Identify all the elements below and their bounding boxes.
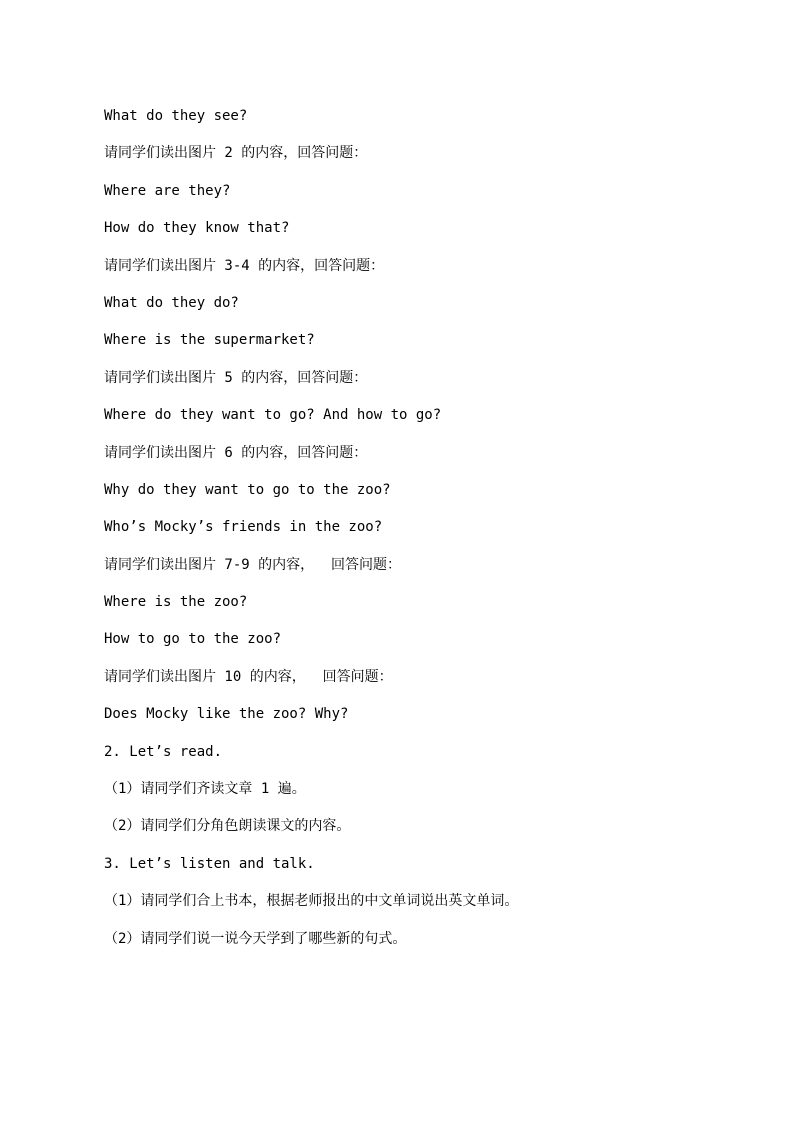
step-item: （2）请同学们说一说今天学到了哪些新的句式。 (104, 930, 407, 947)
question-line: How to go to the zoo? (104, 631, 282, 648)
question-line: What do they see? (104, 108, 248, 124)
section-heading: 2. Let’s read. (104, 743, 223, 760)
question-line: Does Mocky like the zoo? Why? (104, 706, 349, 723)
step-item: （1）请同学们齐读文章 1 遍。 (104, 781, 306, 798)
step-item: （2）请同学们分角色朗读课文的内容。 (104, 818, 351, 835)
instruction-line: 请同学们读出图片 6 的内容，回答问题： (104, 444, 368, 461)
instruction-line: 请同学们读出图片 7-9 的内容， 回答问题： (104, 556, 401, 573)
question-line: Where is the supermarket? (104, 332, 315, 349)
instruction-line: 请同学们读出图片 10 的内容， 回答问题： (104, 668, 393, 685)
step-item: （1）请同学们合上书本，根据老师报出的中文单词说出英文单词。 (104, 893, 519, 910)
question-line: Where is the zoo? (104, 594, 248, 611)
section-heading: 3. Let’s listen and talk. (104, 855, 315, 872)
question-line: Where are they? (104, 182, 231, 199)
question-line: Where do they want to go? And how to go? (104, 407, 442, 424)
instruction-line: 请同学们读出图片 2 的内容，回答问题： (104, 145, 368, 162)
question-line: Why do they want to go to the zoo? (104, 481, 391, 498)
instruction-line: 请同学们读出图片 5 的内容，回答问题： (104, 369, 368, 386)
document-body (104, 104, 704, 964)
question-line: Who’s Mocky’s friends in the zoo? (104, 519, 383, 536)
question-line: How do they know that? (104, 220, 290, 237)
question-line: What do they do? (104, 294, 239, 311)
instruction-line: 请同学们读出图片 3-4 的内容，回答问题： (104, 257, 385, 274)
